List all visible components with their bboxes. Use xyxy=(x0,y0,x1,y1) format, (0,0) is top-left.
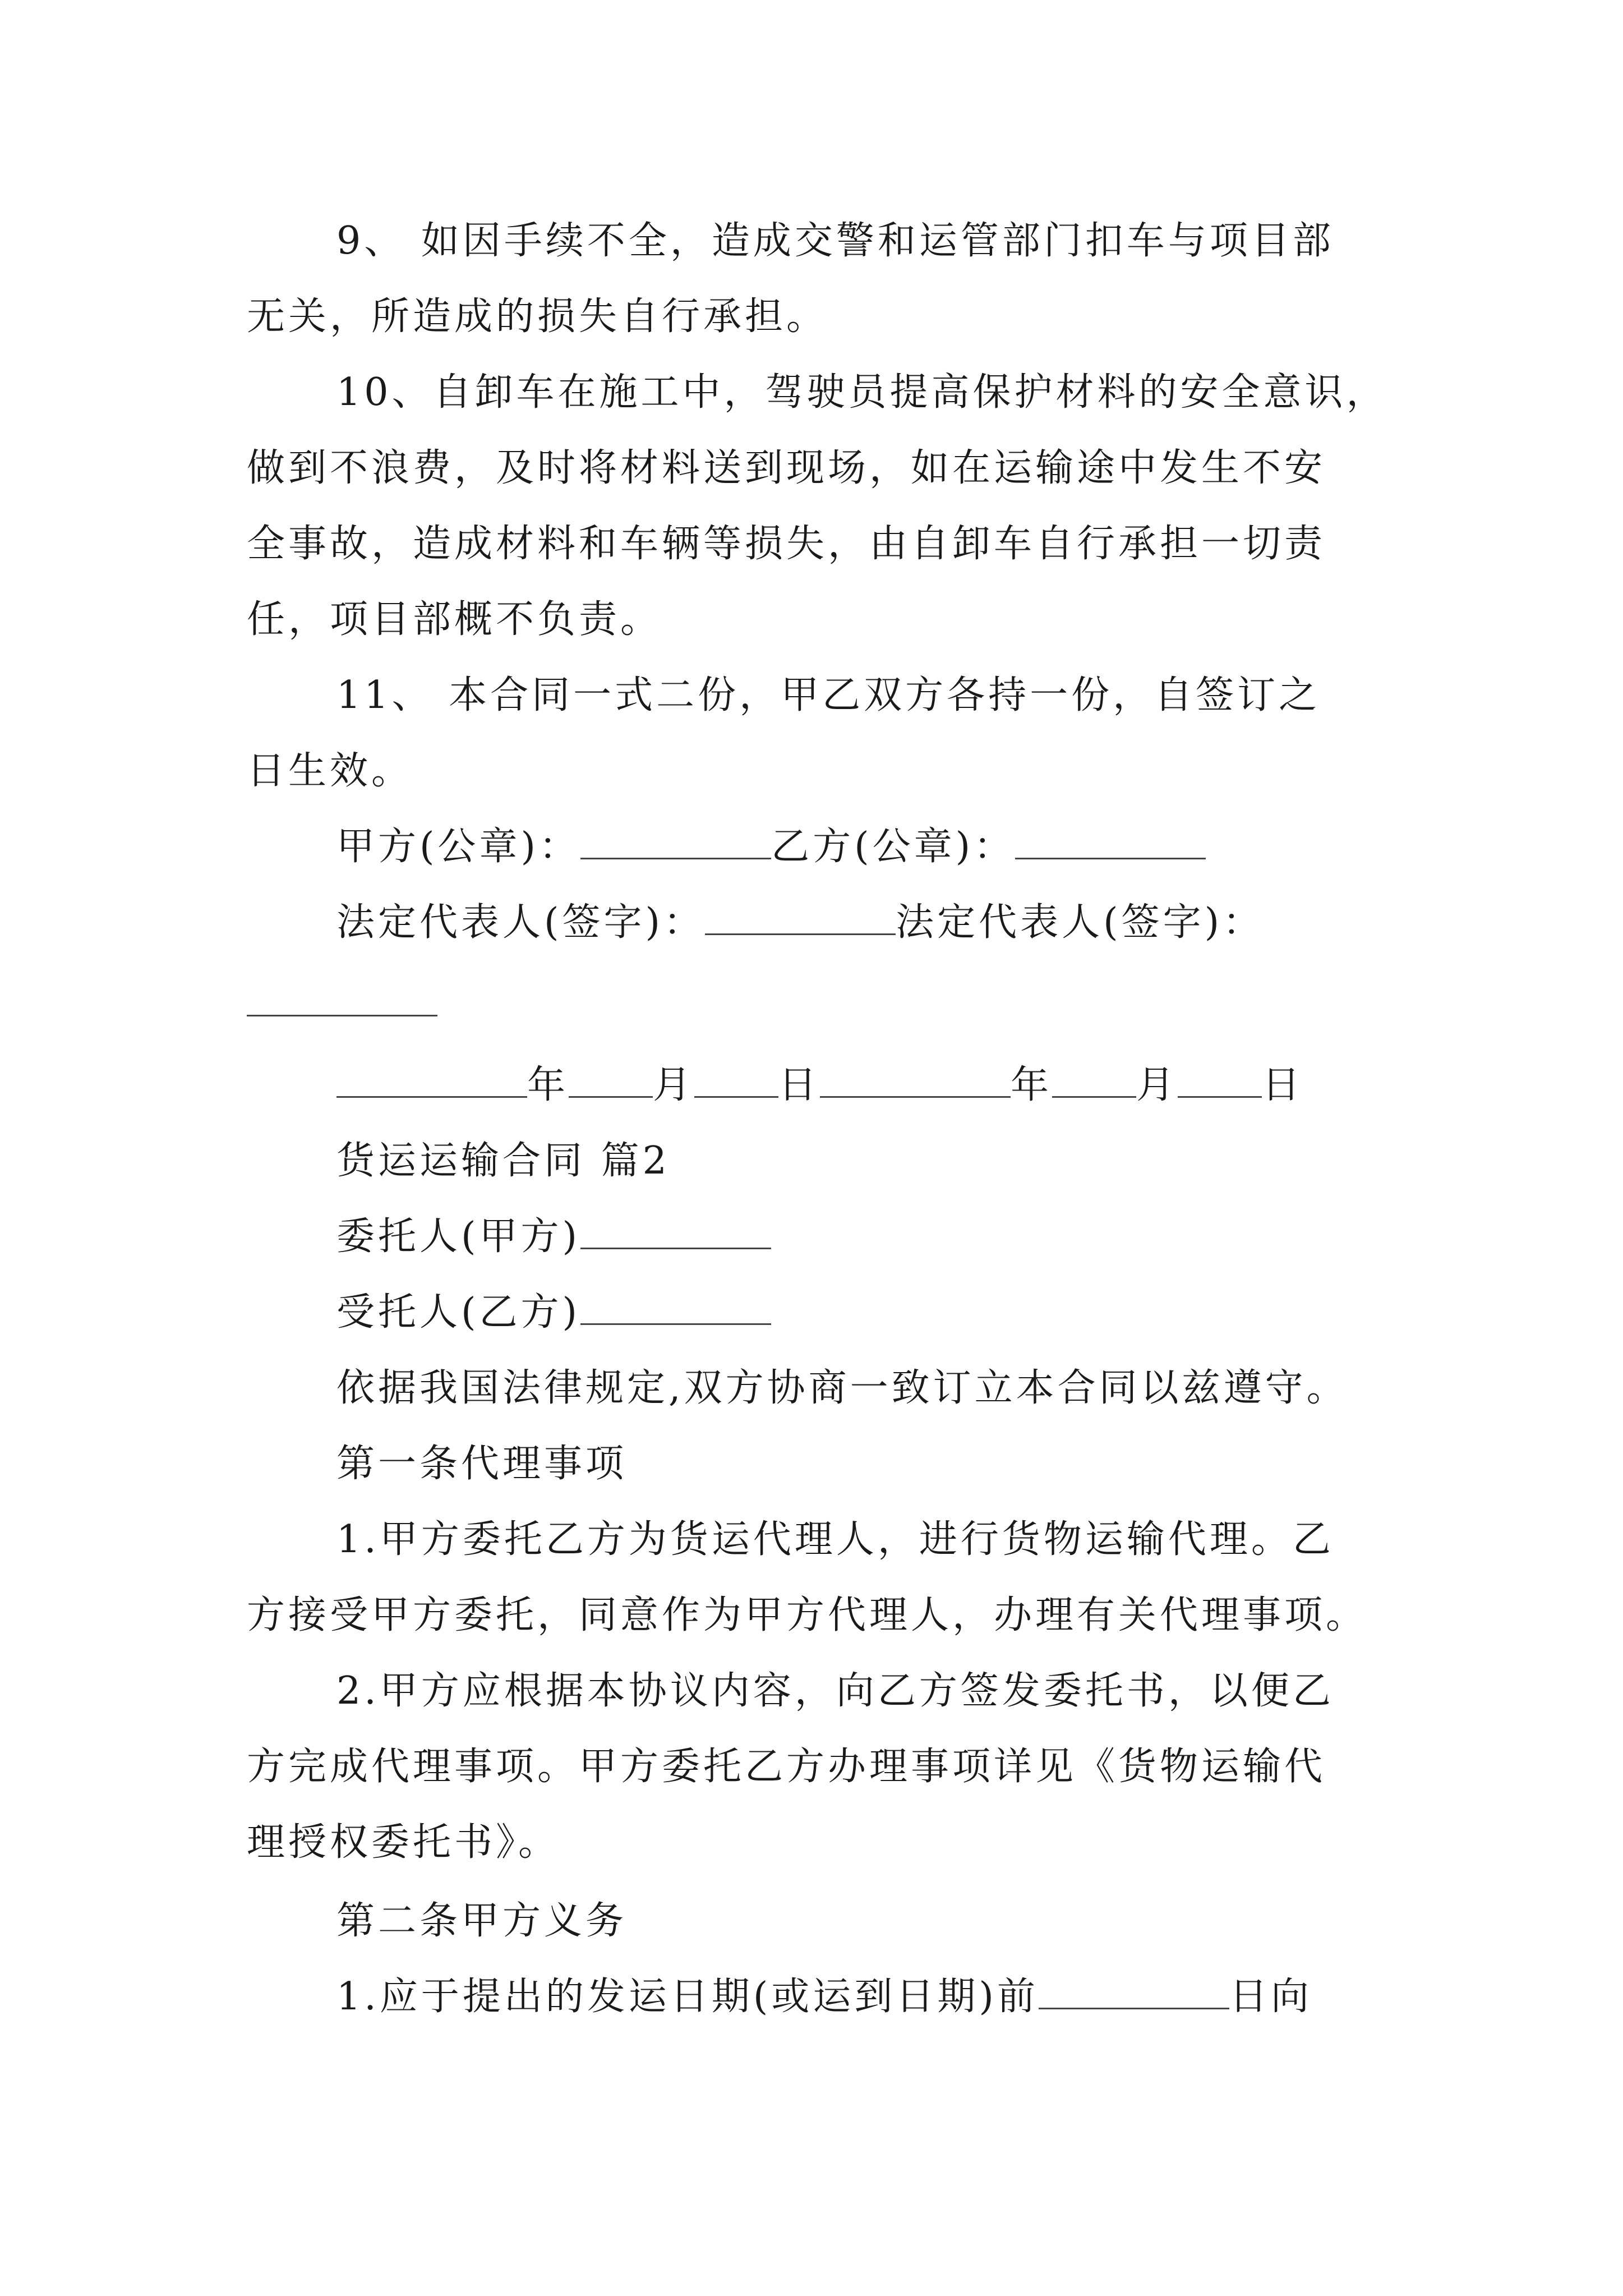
date-a-month: 月 xyxy=(653,1063,695,1107)
date-a-year: 年 xyxy=(527,1063,569,1107)
party-b-seal-blank xyxy=(1015,824,1206,859)
party-a-seal-label: 甲方(公章)： xyxy=(336,825,581,869)
date-b-day-blank xyxy=(1178,1062,1262,1098)
rep-b-blank xyxy=(247,981,437,1016)
article-1-item-2-line-1: 2.甲方应根据本协议内容，向乙方签发委托书，以便乙 xyxy=(336,1669,1334,1713)
agent-line xyxy=(336,1287,1391,1338)
date-b-year: 年 xyxy=(1011,1063,1053,1107)
party-a-seal-blank xyxy=(580,824,771,859)
contract-2-title: 货运运输合同 篇2 xyxy=(336,1139,670,1183)
date-b-month-blank xyxy=(1052,1062,1136,1098)
clause-11-line-2: 日生效。 xyxy=(247,749,413,793)
article-2-item-1-tail: 日向 xyxy=(1229,1975,1312,2019)
clause-10-line-3: 全事故，造成材料和车辆等损失，由自卸车自行承担一切责 xyxy=(247,522,1326,566)
clause-10-line-2: 做到不浪费，及时将材料送到现场，如在运输途中发生不安 xyxy=(247,446,1326,490)
article-2-title: 第二条甲方义务 xyxy=(336,1899,628,1943)
clause-9-line-2: 无关，所造成的损失自行承担。 xyxy=(247,295,828,339)
party-b-seal-label: 乙方(公章)： xyxy=(771,825,1016,869)
rep-b-blank-line xyxy=(247,979,1391,1029)
clause-10-line-1: 10、自卸车在施工中，驾驶员提高保护材料的安全意识， xyxy=(336,370,1388,415)
intro-line: 依据我国法律规定,双方协商一致订立本合同以兹遵守。 xyxy=(336,1366,1348,1410)
date-a-day: 日 xyxy=(778,1063,820,1107)
agent-label: 受托人(乙方) xyxy=(336,1290,581,1335)
date-b-month: 月 xyxy=(1136,1063,1178,1107)
article-2-item-1-line-1 xyxy=(336,1972,1391,2022)
representative-line xyxy=(336,898,1391,948)
rep-b-label: 法定代表人(签字)： xyxy=(896,900,1265,945)
client-blank xyxy=(580,1214,771,1249)
agent-blank xyxy=(580,1290,771,1325)
article-1-title: 第一条代理事项 xyxy=(336,1442,628,1486)
date-b-day: 日 xyxy=(1262,1063,1304,1107)
date-a-year-blank xyxy=(336,1062,527,1098)
client-label: 委托人(甲方) xyxy=(336,1214,581,1259)
article-1-item-1-line-2: 方接受甲方委托，同意作为甲方代理人，办理有关代理事项。 xyxy=(247,1593,1368,1637)
rep-a-label: 法定代表人(签字)： xyxy=(336,900,706,945)
date-a-day-blank xyxy=(694,1062,778,1098)
date-a-month-blank xyxy=(569,1062,653,1098)
clause-10-line-4: 任，项目部概不负责。 xyxy=(247,597,662,642)
date-b-year-blank xyxy=(820,1062,1011,1098)
article-1-item-2-line-2: 方完成代理事项。甲方委托乙方办理事项详见《货物运输代 xyxy=(247,1745,1326,1789)
article-1-item-2-line-3: 理授权委托书》。 xyxy=(247,1820,560,1865)
rep-a-blank xyxy=(705,900,896,935)
client-line xyxy=(336,1212,1391,1262)
date-line xyxy=(336,1060,1391,1111)
article-1-item-1-line-1: 1.甲方委托乙方为货运代理人，进行货物运输代理。乙 xyxy=(336,1517,1334,1562)
article-2-item-1-text: 1.应于提出的发运日期(或运到日期)前 xyxy=(336,1975,1039,2019)
article-2-item-1-blank xyxy=(1039,1974,1229,2009)
clause-11-line-1: 11、 本合同一式二份，甲乙双方各持一份，自签订之 xyxy=(336,673,1321,717)
seal-line xyxy=(336,822,1391,872)
clause-9-line-1: 9、 如因手续不全，造成交警和运管部门扣车与项目部 xyxy=(336,219,1334,263)
